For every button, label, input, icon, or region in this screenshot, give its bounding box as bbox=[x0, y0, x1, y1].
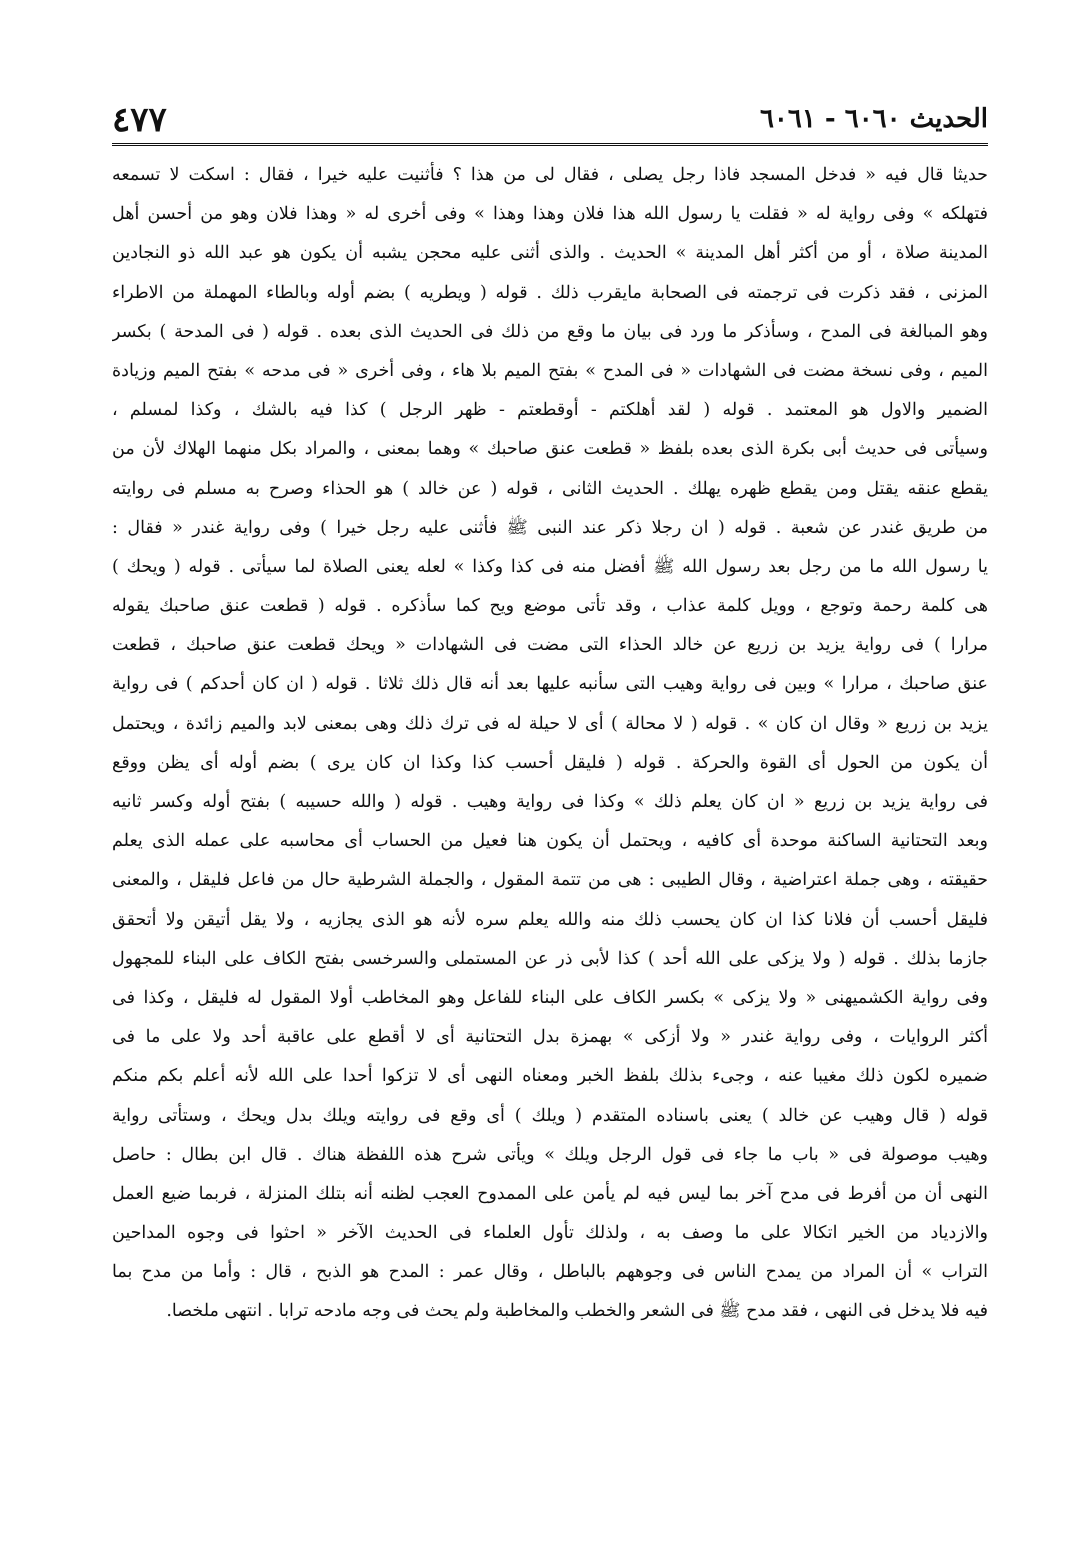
text-line: النهى أن من أفرط فى مدح آخر بما ليس فيه لم يأمن على الممدوح العجب لظنه أنه بتلك المنزلة ، فربما ضيع العمل bbox=[112, 1183, 988, 1204]
text-line: أكثر الروايات ، وفى رواية غندر « ولا أزكى » بهمزة بدل التحتانية أى لا أقطع على عاقبة أحد ولا على ما فى bbox=[112, 1027, 988, 1048]
page-header bbox=[112, 100, 988, 140]
text-line: جازما بذلك . قوله ( ولا يزكى على الله أحد ) كذا لأبى ذر عن المستملى والسرخسى بفتح الكاف على البناء للمجهول bbox=[112, 948, 988, 969]
page-number: ٤٧٧ bbox=[112, 100, 167, 140]
running-title: الحديث ٦٠٦٠ - ٦٠٦١ bbox=[759, 104, 988, 134]
text-line: يزيد بن زريع « وقال ان كان » . قوله ( لا محالة ) أى لا حيلة له فى ترك ذلك وهى بمعنى لابد والميم زائدة ، ويحتمل bbox=[112, 713, 988, 734]
text-line: الميم ، وفى نسخة مضت فى الشهادات « فى المدح » بفتح الميم بلا هاء ، وفى أخرى « فى مدحه » بفتح الميم وزيادة bbox=[112, 360, 988, 381]
text-line: التراب » أن المراد من يمدح الناس فى وجوههم بالباطل ، وقال عمر : المدح هو الذبح ، قال : وأما من مدح بما bbox=[112, 1262, 988, 1283]
text-line: يا رسول الله ما من رجل بعد رسول الله ﷺ أفضل منه فى كذا وكذا » لعله يعنى الصلاة لما سيأتى . قوله ( ويحك ) bbox=[112, 556, 988, 577]
text-line: من طريق غندر عن شعبة . قوله ( ان رجلا ذكر عند النبى ﷺ فأثنى عليه رجل خيرا ) وفى رواية غندر « فقال : bbox=[112, 517, 988, 538]
text-line: المزنى ، فقد ذكرت فى ترجمته فى الصحابة مايقرب ذلك . قوله ( ويطريه ) بضم أوله وبالطاء المهملة من الاطراء bbox=[112, 282, 988, 303]
text-line: والازدياد من الخير اتكالا على ما وصف به ، ولذلك تأول العلماء فى الحديث الآخر « احثوا فى وجوه المداحين bbox=[112, 1223, 988, 1244]
text-line: فيه فلا يدخل فى النهى ، فقد مدح ﷺ فى الشعر والخطب والمخاطبة ولم يحث فى وجه مادحه ترابا . انتهى ملخصا. bbox=[166, 1301, 988, 1322]
text-line: يقطع عنقه يقتل ومن يقطع ظهره يهلك . الحديث الثانى ، قوله ( عن خالد ) هو الحذاء وصرح به مسلم فى روايته bbox=[112, 478, 988, 499]
text-line: فى رواية يزيد بن زريع « ان كان يعلم ذلك » وكذا فى رواية وهيب . قوله ( والله حسيبه ) بفتح أوله وكسر ثانيه bbox=[112, 792, 988, 812]
text-line: الضمير والاول هو المعتمد . قوله ( لقد أهلكتم - أوقطعتم - ظهر الرجل ) كذا فيه بالشك ، وكذا لمسلم ، bbox=[112, 400, 988, 421]
text-line: قوله ( قال وهيب عن خالد ) يعنى باسناده المتقدم ( ويلك ) أى وقع فى روايته ويلك بدل ويحك ، وستأتى رواية bbox=[112, 1105, 988, 1126]
text-line: فتهلكه » وفى رواية له « فقلت يا رسول الله هذا فلان وهذا وهذا » وفى أخرى له « وهذا فلان وهو من أحسن أهل bbox=[112, 204, 988, 225]
text-line: وهيب موصولة فى « باب ما جاء فى قول الرجل ويلك » ويأتى شرح هذه اللفظة هناك . قال ابن بطال : حاصل bbox=[112, 1144, 988, 1165]
text-line: المدينة صلاة ، أو من أكثر أهل المدينة » الحديث . والذى أثنى عليه محجن يشبه أن يكون هو عبد الله ذو النجادين bbox=[112, 243, 988, 264]
body-text bbox=[112, 156, 988, 1332]
text-line: مرارا ) فى رواية يزيد بن زريع عن خالد الحذاء التى مضت فى الشهادات « ويحك قطعت عنق صاحبك ، قطعت bbox=[112, 635, 988, 656]
text-line: وفى رواية الكشميهنى « ولا يزكى » بكسر الكاف على البناء للفاعل وهو المخاطب أولا المقول له فليقل ، وكذا فى bbox=[112, 987, 988, 1008]
text-line: وبعد التحتانية الساكنة موحدة أى كافيه ، ويحتمل أن يكون هنا فعيل من الحساب أى محاسبه على عمله الذى يعلم bbox=[112, 831, 988, 852]
text-line: ضميره لكون ذلك مغيبا عنه ، وجىء بذلك بلفظ الخبر ومعناه النهى أى لا تزكوا أحدا على الله لأنه أعلم بكم منكم bbox=[112, 1066, 988, 1087]
header-divider bbox=[112, 143, 988, 146]
text-line: فليقل أحسب أن فلانا كذا ان كان يحسب ذلك منه والله يعلم سره لأنه هو الذى يجازيه ، ولا يقل أتيقن ولا أتحقق bbox=[112, 909, 988, 930]
text-line: أن يكون من الحول أى القوة والحركة . قوله ( فليقل أحسب كذا وكذا ان كان يرى ) بضم أوله أى يظن ووقع bbox=[112, 752, 988, 773]
text-line: وهو المبالغة فى المدح ، وسأذكر ما ورد فى بيان ما وقع من ذلك فى الحديث الذى بعده . قوله ( فى المدحة ) بكسر bbox=[112, 321, 988, 342]
text-line: حديثا قال فيه « فدخل المسجد فاذا رجل يصلى ، فقال لى من هذا ؟ فأثنيت عليه خيرا ، فقال : اسكت لا تسمعه bbox=[112, 165, 988, 185]
text-line: وسيأتى فى حديث أبى بكرة الذى بعده بلفظ « قطعت عنق صاحبك » وهما بمعنى ، والمراد بكل منهما الهلاك لأن من bbox=[112, 439, 988, 460]
text-line: حقيقته ، وهى جملة اعتراضية ، وقال الطيبى : هى من تتمة المقول ، والجملة الشرطية حال من فاعل فليقل ، والمعنى bbox=[112, 870, 988, 891]
text-line: عنق صاحبك ، مرارا » وبين فى رواية وهيب التى سأنبه عليها بعد أنه قال ذلك ثلاثا . قوله ( ان كان أحدكم ) فى رواية bbox=[112, 674, 988, 695]
text-line: هى كلمة رحمة وتوجع ، وويل كلمة عذاب ، وقد تأتى موضع ويح كما سأذكره . قوله ( قطعت عنق صاحبك يقوله bbox=[112, 596, 988, 617]
